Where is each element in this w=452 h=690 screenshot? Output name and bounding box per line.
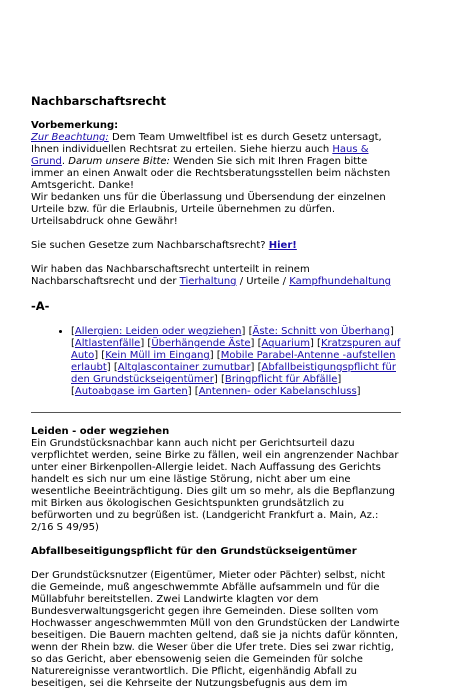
letter-heading: -A- [31,299,50,313]
topic-link-autoabgase[interactable]: Autoabgase im Garten [74,386,188,397]
document-content [31,94,401,690]
tierhaltung-link[interactable]: Tierhaltung [179,276,237,287]
topic-link-allergien[interactable]: Allergien: Leiden oder wegziehen [74,326,242,337]
topic-list-item: • [Allergien: Leiden oder wegziehen] [Äste: Schnitt von Überhang] [Altlastenfälle] [Überhängende Äste] [Aquarium] [Kratzspuren auf Auto] [Kein Müll im Eingang] [Mobile Parabel-Antenne -aufstellen erlaubt] [Altglascontainer zumutbar] [Abfallbeistigungspflicht für den Grundstückseigentümer] [Bringpflicht für Abfälle] [Autoabgase im Garten] [Antennen- oder Kabelanschluss] [71,326,401,398]
section1-paragraph [31,426,401,534]
topic-link-altglascontainer[interactable]: Altglascontainer zumutbar [117,362,251,373]
kampfhundehaltung-link[interactable]: Kampfhundehaltung [289,276,392,287]
topic-link-aquarium[interactable]: Aquarium [261,338,310,349]
vorbemerkung-heading: Vorbemerkung: [31,120,119,131]
topic-link-antennen[interactable]: Antennen- oder Kabelanschluss [198,386,357,397]
divider [31,412,401,413]
topic-link-altlastenfaelle[interactable]: Altlastenfälle [74,338,141,349]
bitte-label: Darum unsere Bitte: [68,156,170,167]
gesetze-text: Sie suchen Gesetze zum Nachbarschaftsrecht? [31,240,269,251]
topic-link-aeste-schnitt[interactable]: Äste: Schnitt von Überhang [252,326,390,337]
topic-link-bringpflicht[interactable]: Bringpflicht für Abfälle [224,374,338,385]
intro-text2: / Urteile / [236,276,290,287]
gesetze-link[interactable]: Hier! [268,240,297,251]
vorbemerkung-text1: Dem Team Umweltfibel ist es durch Gesetz untersagt, Ihnen individuellen Rechtsrat zu erteilen. Siehe hierzu auch [31,132,382,155]
vorbemerkung-paragraph [31,120,401,228]
topic-link-kratzspuren[interactable]: Kratzspuren auf Auto [71,338,401,361]
section2-text: Der Grundstücksnutzer (Eigentümer, Mieter oder Pächter) selbst, nicht die Gemeinde, muß angeschwemmte Abfälle aufsammeln und für die Müllabfuhr bereitstellen. Zwei Landwirte klagten vor dem Bundesverwaltungsgericht gegen ihre Gemeinden. Diese sollten vom Hochwasser angeschwemmten Müll von den Grundstücken der Landwirte beseitigen. Die Bauern machten geltend, daß sie ja nichts dafür könnten, wenn der Rhein bzw. die Weser über die Ufer trete. Dies sei zwar richtig, so das Gericht, aber ebensowenig seien die Gemeinden für solche Naturereignisse verantwortlich. Die Pflicht, eigenhändig Abfall zu beseitigen, sei die Kehrseite der Nutzungsbefugnis aus dem im [31,570,400,689]
gesetze-paragraph [31,240,401,252]
section1-title: Leiden - oder wegziehen [31,426,170,437]
topic-link-kein-muell[interactable]: Kein Müll im Eingang [105,350,210,361]
vorbemerkung-text2: . [61,156,69,167]
topic-link-ueberhaengende-aeste[interactable]: Überhängende Äste [151,338,251,349]
section2-title: Abfallbeseitigungspflicht für den Grundstückseigentümer [31,546,357,557]
topic-link-abfallbeseitigungspflicht[interactable]: Abfallbeistigungspflicht für den Grundstückseigentümer [71,362,396,385]
vorbemerkung-text3: Wenden Sie sich mit Ihren Fragen bitte immer an einen Anwalt oder die Rechtsberatungsstellen beim nächsten Amtsgericht. Danke! [31,156,391,191]
intro-paragraph [31,264,401,288]
topic-list [31,326,401,398]
intro-text1: Wir haben das Nachbarschaftsrecht unterteilt in reinem Nachbarschaftsrecht und der [31,264,310,287]
haus-grund-link[interactable]: Haus & Grund [31,144,369,167]
page-title: Nachbarschaftsrecht [31,94,166,108]
topic-link-parabel-antenne[interactable]: Mobile Parabel-Antenne -aufstellen erlaubt [71,350,396,373]
beachtung-link[interactable]: Zur Beachtung: [31,132,109,143]
section1-text: Ein Grundstücksnachbar kann auch nicht per Gerichtsurteil dazu verpflichtet werden, seine Birke zu fällen, weil ein angrenzender Nachbar unter einer Birkenpollen-Allergie leidet. Nach Auffassung des Gerichts handelt es sich nur um eine lästige Störung, nicht aber um eine wesentliche Beeinträchtigung. Dies gilt um so mehr, als die Bepflanzung mit Birken aus ökologischen Gesichtspunkten grundsätzlich zu befürworten und zu begrüßen ist. (Landgericht Frankfurt a. Main, Az.: 2/16 S 49/95) [31,438,399,533]
vorbemerkung-text4: Wir bedanken uns für die Überlassung und Übersendung der einzelnen Urteile bzw. für die Erlaubnis, Urteile übernehmen zu dürfen. Urteilsabdruck ohne Gewähr! [31,192,386,227]
